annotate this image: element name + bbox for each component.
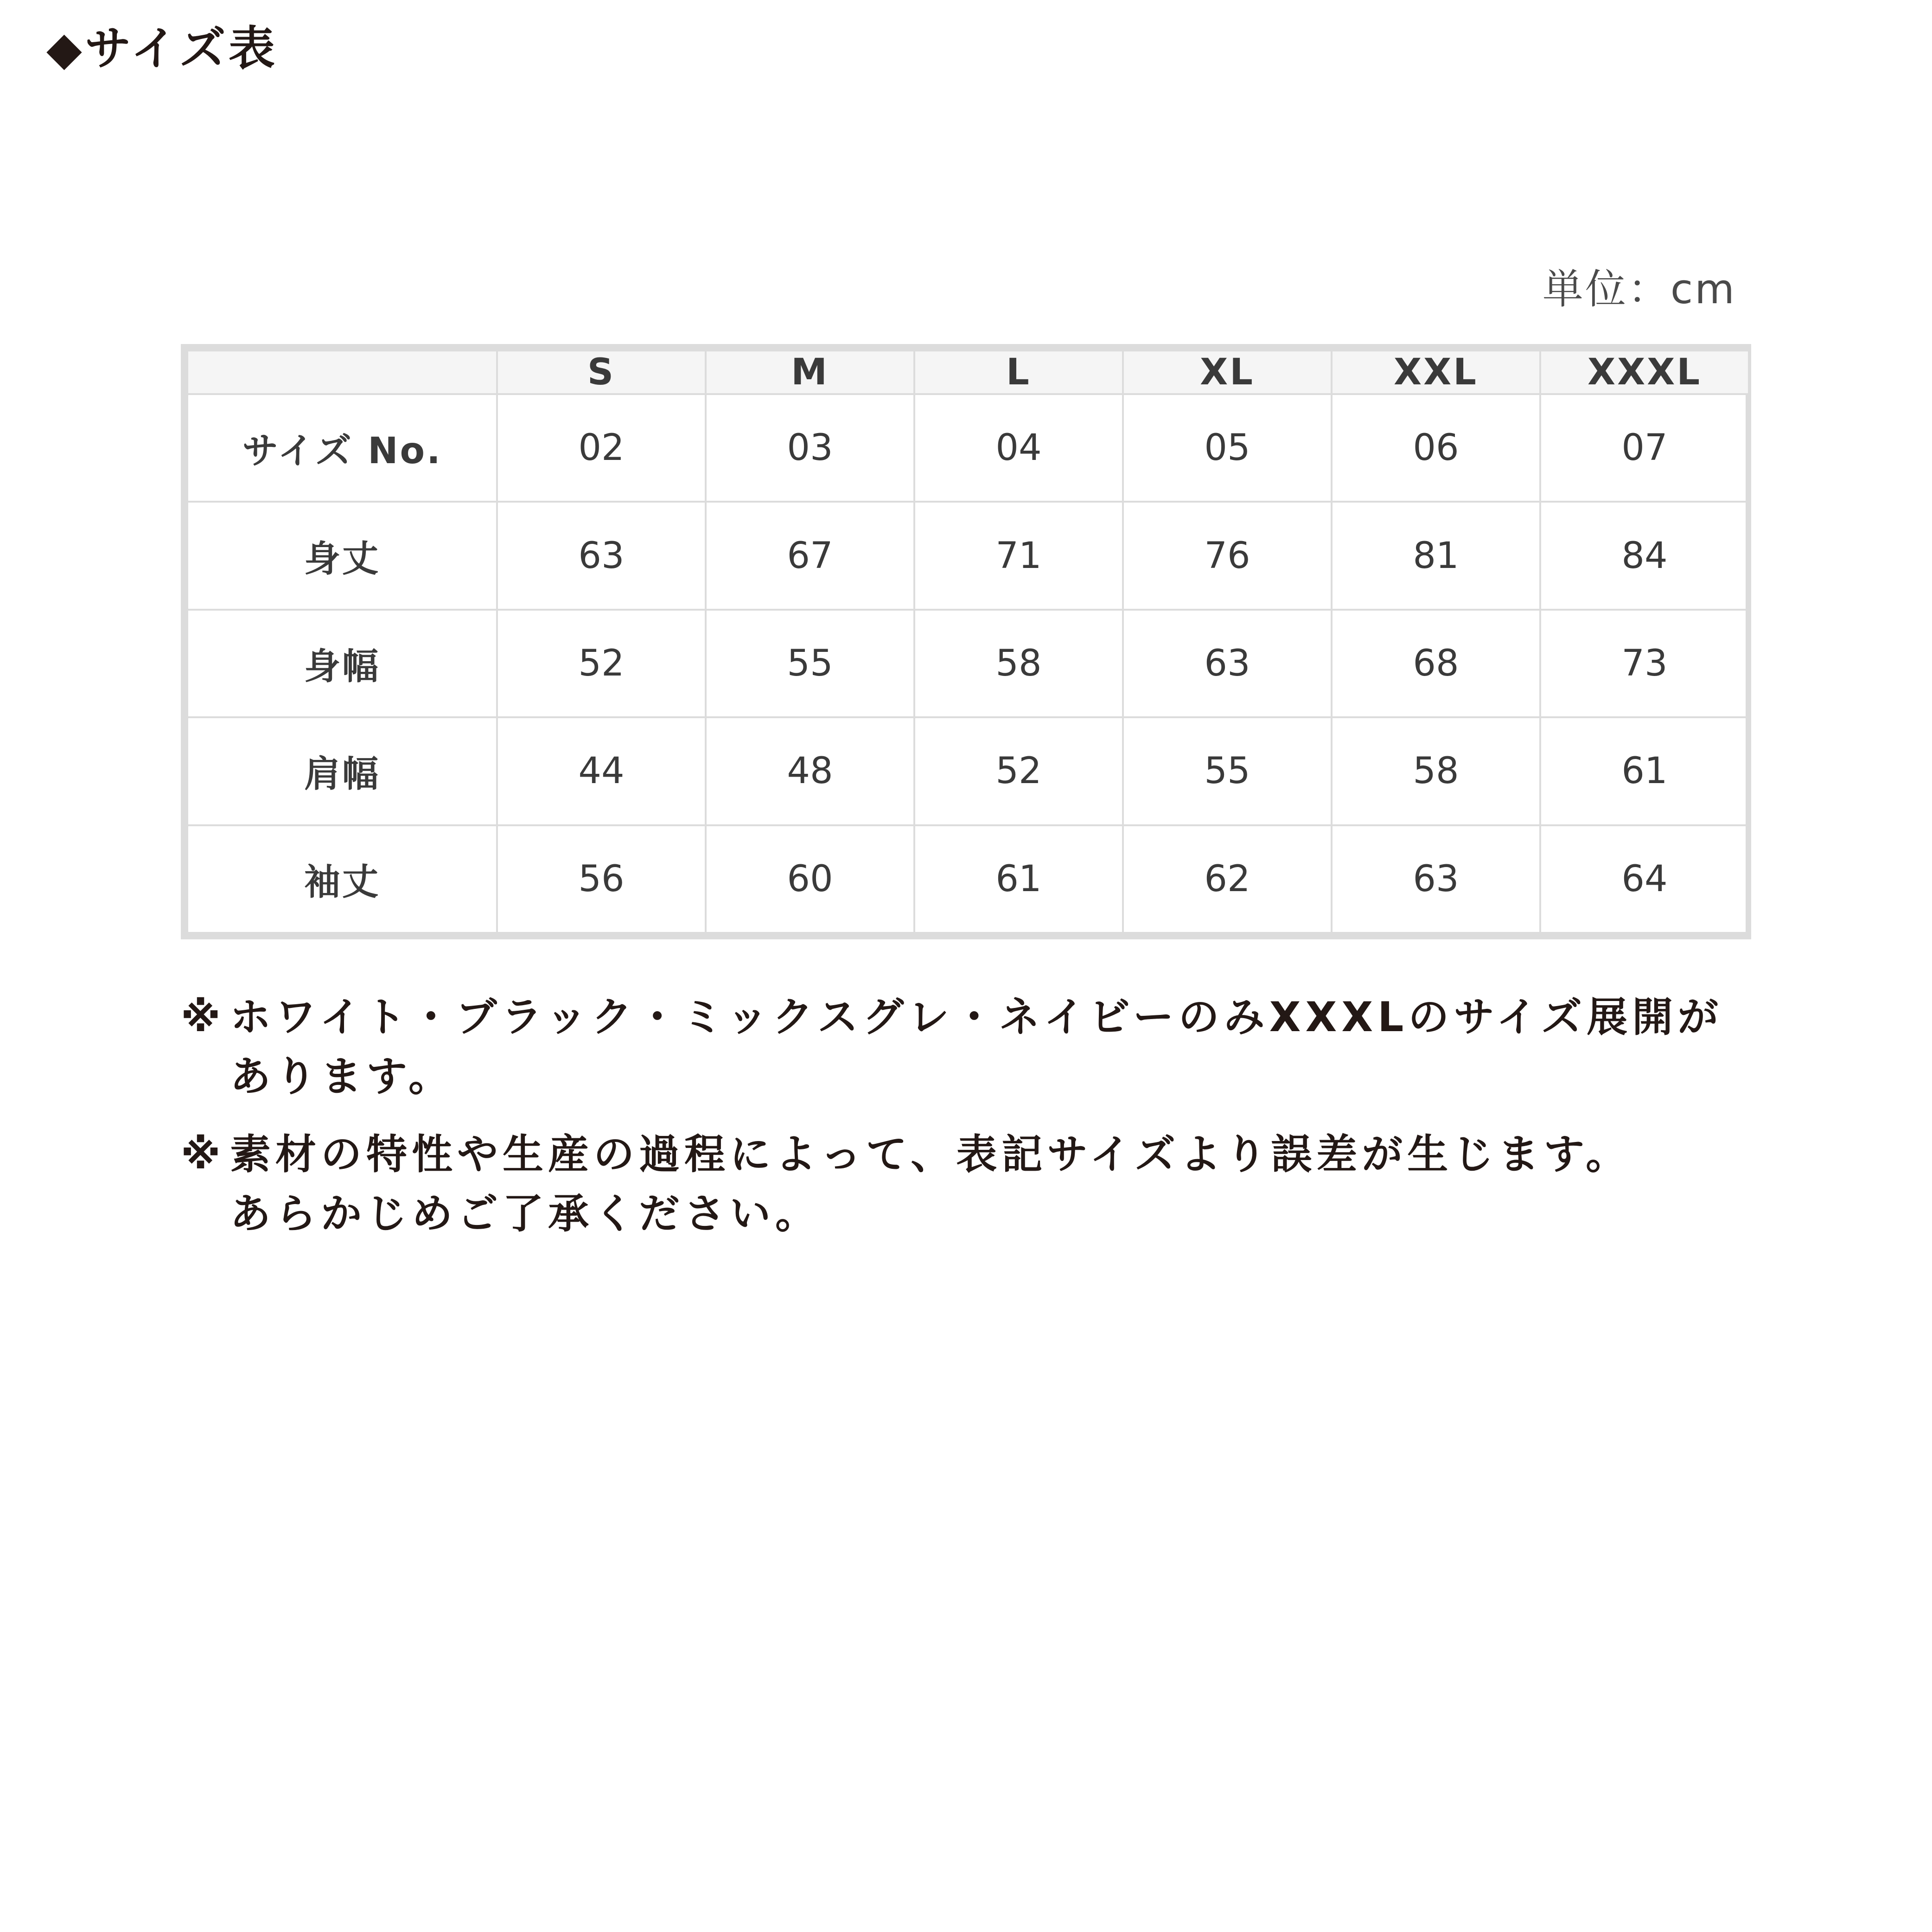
table-cell: 67 [706,502,914,609]
table-cell: 63 [1332,825,1540,933]
table-cell: 76 [1123,502,1332,609]
column-header-l: L [914,351,1123,394]
table-row-body-width [187,610,1749,717]
table-cell: 63 [497,502,706,609]
note-size-tolerance [181,1125,1757,1243]
table-cell: 64 [1540,825,1749,933]
table-cell: 81 [1332,502,1540,609]
table-corner-cell [187,351,497,394]
table-header-row [187,351,1749,394]
page-title: ◆サイズ表 [46,21,278,76]
column-header-xxxl: XXXL [1540,351,1749,394]
note-mark: ※ [181,1130,225,1178]
row-label: 身丈 [187,502,497,609]
table-cell: 04 [914,394,1123,502]
notes [181,988,1757,1262]
table-cell: 58 [914,610,1123,717]
table-cell: 52 [497,610,706,717]
table-cell: 07 [1540,394,1749,502]
column-header-xl: XL [1123,351,1332,394]
table-cell: 56 [497,825,706,933]
note-xxxl-availability [181,988,1757,1106]
table-cell: 58 [1332,717,1540,825]
row-label: サイズ No. [187,394,497,502]
note-mark: ※ [181,993,225,1041]
table-row-body-length [187,502,1749,609]
table-cell: 44 [497,717,706,825]
note-line: ホワイト・ブラック・ミックスグレ・ネイビーのみXXXLのサイズ展開が [230,993,1723,1041]
column-header-s: S [497,351,706,394]
table-cell: 62 [1123,825,1332,933]
note-line: 素材の特性や生産の過程によって、表記サイズより誤差が生じます。 [230,1130,1632,1178]
column-header-m: M [706,351,914,394]
table-cell: 68 [1332,610,1540,717]
table-cell: 03 [706,394,914,502]
table-cell: 55 [706,610,914,717]
table-row-sleeve-length [187,825,1749,933]
table-cell: 73 [1540,610,1749,717]
table-cell: 02 [497,394,706,502]
size-table [186,350,1750,934]
table-cell: 84 [1540,502,1749,609]
column-header-xxl: XXL [1332,351,1540,394]
row-label: 身幅 [187,610,497,717]
row-label: 肩幅 [187,717,497,825]
table-cell: 48 [706,717,914,825]
note-line: あります。 [230,1052,454,1100]
table-cell: 06 [1332,394,1540,502]
table-cell: 55 [1123,717,1332,825]
table-cell: 63 [1123,610,1332,717]
size-table-container [181,344,1751,939]
table-cell: 71 [914,502,1123,609]
table-row-size-no [187,394,1749,502]
table-cell: 52 [914,717,1123,825]
note-line: あらかじめご了承ください。 [230,1190,821,1237]
table-row-shoulder-width [187,717,1749,825]
row-label: 袖丈 [187,825,497,933]
unit-label: 単位：cm [1542,265,1736,313]
table-cell: 60 [706,825,914,933]
table-cell: 61 [914,825,1123,933]
table-cell: 61 [1540,717,1749,825]
table-cell: 05 [1123,394,1332,502]
